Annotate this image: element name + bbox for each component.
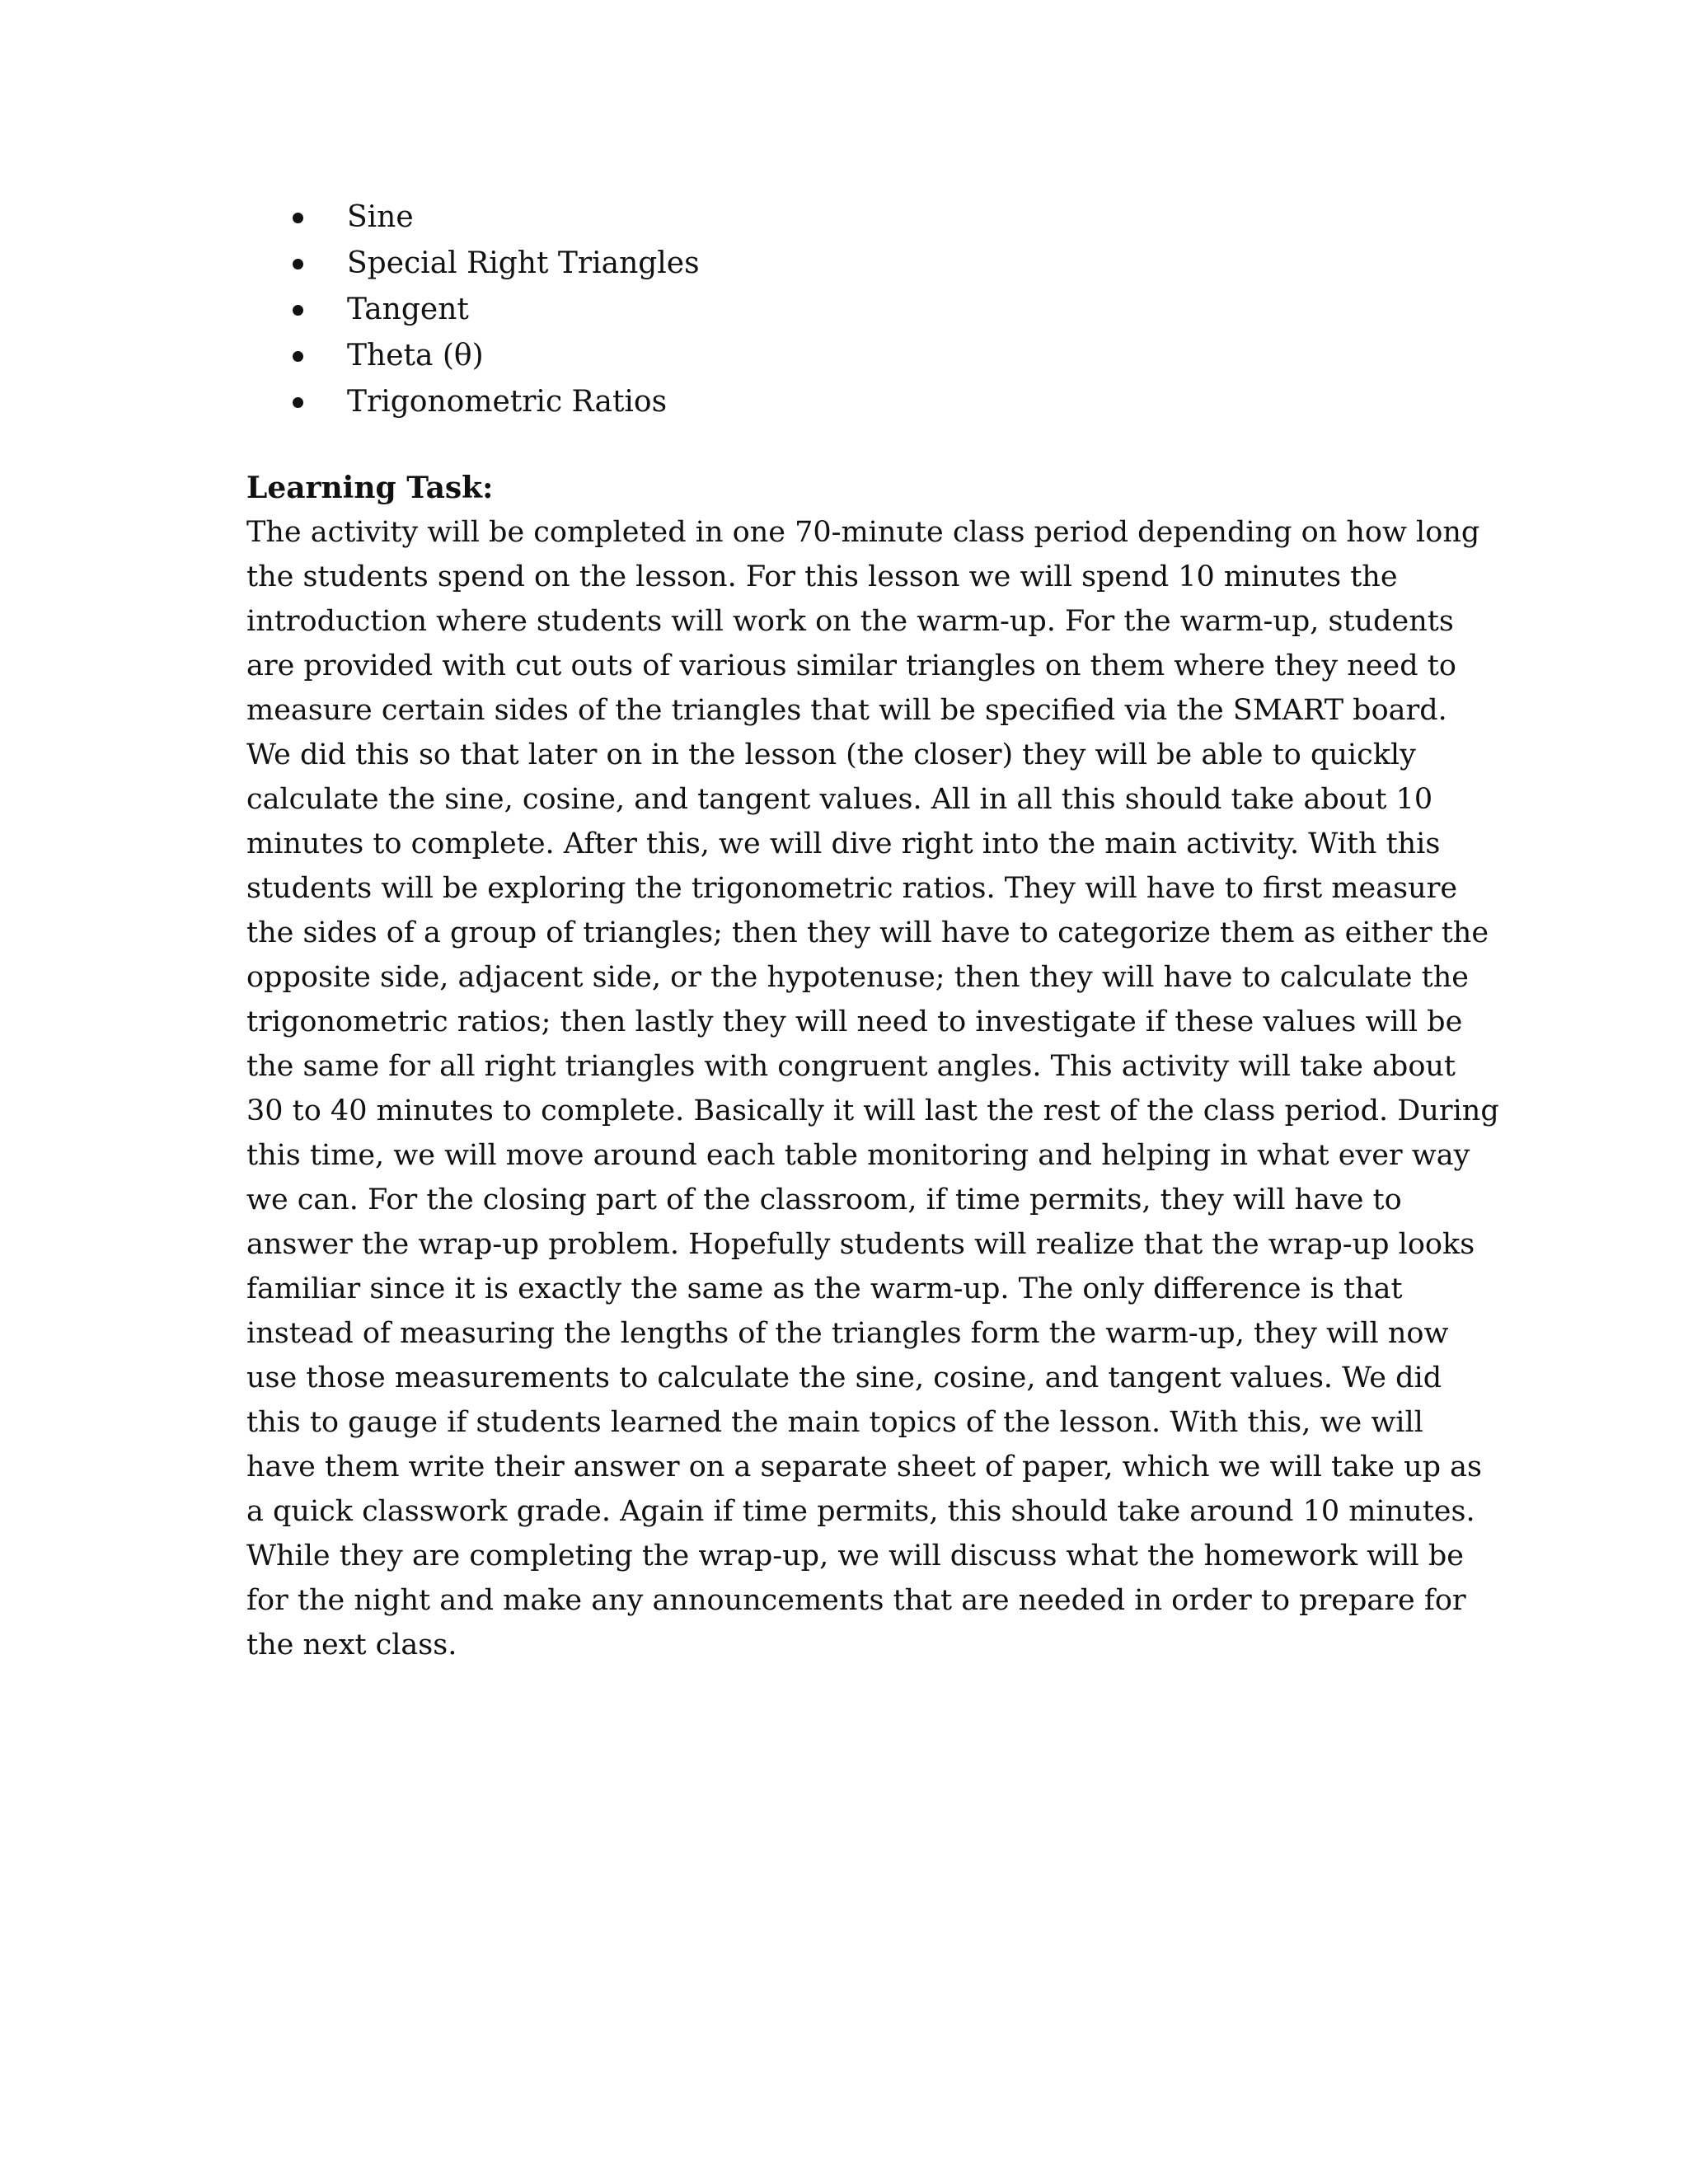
- paragraph-line: opposite side, adjacent side, or the hypotenuse; then they will have to calculate the: [246, 961, 1469, 994]
- paragraph-line: answer the wrap-up problem. Hopefully students will realize that the wrap-up looks: [246, 1228, 1475, 1261]
- section-heading: Learning Task:: [246, 471, 494, 505]
- bullet-icon: [293, 351, 303, 362]
- bullet-icon: [293, 259, 303, 269]
- paragraph-line: trigonometric ratios; then lastly they will need to investigate if these values will be: [246, 1005, 1463, 1038]
- paragraph-line: The activity will be completed in one 70-minute class period depending on how long: [246, 516, 1480, 549]
- bullet-icon: [293, 305, 303, 316]
- paragraph-line: instead of measuring the lengths of the triangles form the warm-up, they will now: [246, 1317, 1449, 1350]
- paragraph-line: for the night and make any announcements that are needed in order to prepare for: [246, 1584, 1466, 1617]
- paragraph-line: the next class.: [246, 1629, 457, 1661]
- paragraph-line: measure certain sides of the triangles that will be specified via the SMART board.: [246, 694, 1447, 727]
- learning-task-paragraph: [246, 510, 1499, 1667]
- paragraph-line: we can. For the closing part of the classroom, if time permits, they will have to: [246, 1183, 1402, 1216]
- paragraph-line: 30 to 40 minutes to complete. Basically it will last the rest of the class period. During: [246, 1094, 1499, 1127]
- paragraph-line: the students spend on the lesson. For this lesson we will spend 10 minutes the: [246, 560, 1398, 593]
- bullet-text: Tangent: [347, 293, 469, 326]
- bullet-text: Sine: [347, 200, 414, 234]
- paragraph-line: the sides of a group of triangles; then they will have to categorize them as either the: [246, 916, 1489, 949]
- bullet-icon: [293, 397, 303, 408]
- bullet-text: Special Right Triangles: [347, 246, 700, 280]
- paragraph-line: familiar since it is exactly the same as the warm-up. The only difference is that: [246, 1272, 1403, 1305]
- paragraph-line: We did this so that later on in the lesson (the closer) they will be able to quickly: [246, 738, 1416, 771]
- paragraph-line: minutes to complete. After this, we will dive right into the main activity. With this: [246, 827, 1441, 860]
- paragraph-line: this to gauge if students learned the main topics of the lesson. With this, we will: [246, 1406, 1423, 1439]
- paragraph-line: a quick classwork grade. Again if time permits, this should take around 10 minutes.: [246, 1495, 1475, 1528]
- paragraph-line: calculate the sine, cosine, and tangent values. All in all this should take about 10: [246, 783, 1433, 816]
- paragraph-line: are provided with cut outs of various similar triangles on them where they need to: [246, 649, 1456, 682]
- paragraph-line: the same for all right triangles with congruent angles. This activity will take about: [246, 1050, 1456, 1083]
- paragraph-line: students will be exploring the trigonometric ratios. They will have to first measure: [246, 872, 1458, 905]
- paragraph-line: introduction where students will work on the warm-up. For the warm-up, students: [246, 605, 1454, 638]
- paragraph-line: this time, we will move around each table monitoring and helping in what ever way: [246, 1139, 1470, 1172]
- bullet-text: Theta (θ): [347, 339, 484, 373]
- bullet-text: Trigonometric Ratios: [347, 385, 668, 419]
- bullet-icon: [293, 213, 303, 223]
- paragraph-line: have them write their answer on a separate sheet of paper, which we will take up as: [246, 1451, 1482, 1483]
- learning-task-section: [246, 466, 1499, 1667]
- paragraph-line: While they are completing the wrap-up, we will discuss what the homework will be: [246, 1540, 1464, 1572]
- paragraph-line: use those measurements to calculate the sine, cosine, and tangent values. We did: [246, 1361, 1442, 1394]
